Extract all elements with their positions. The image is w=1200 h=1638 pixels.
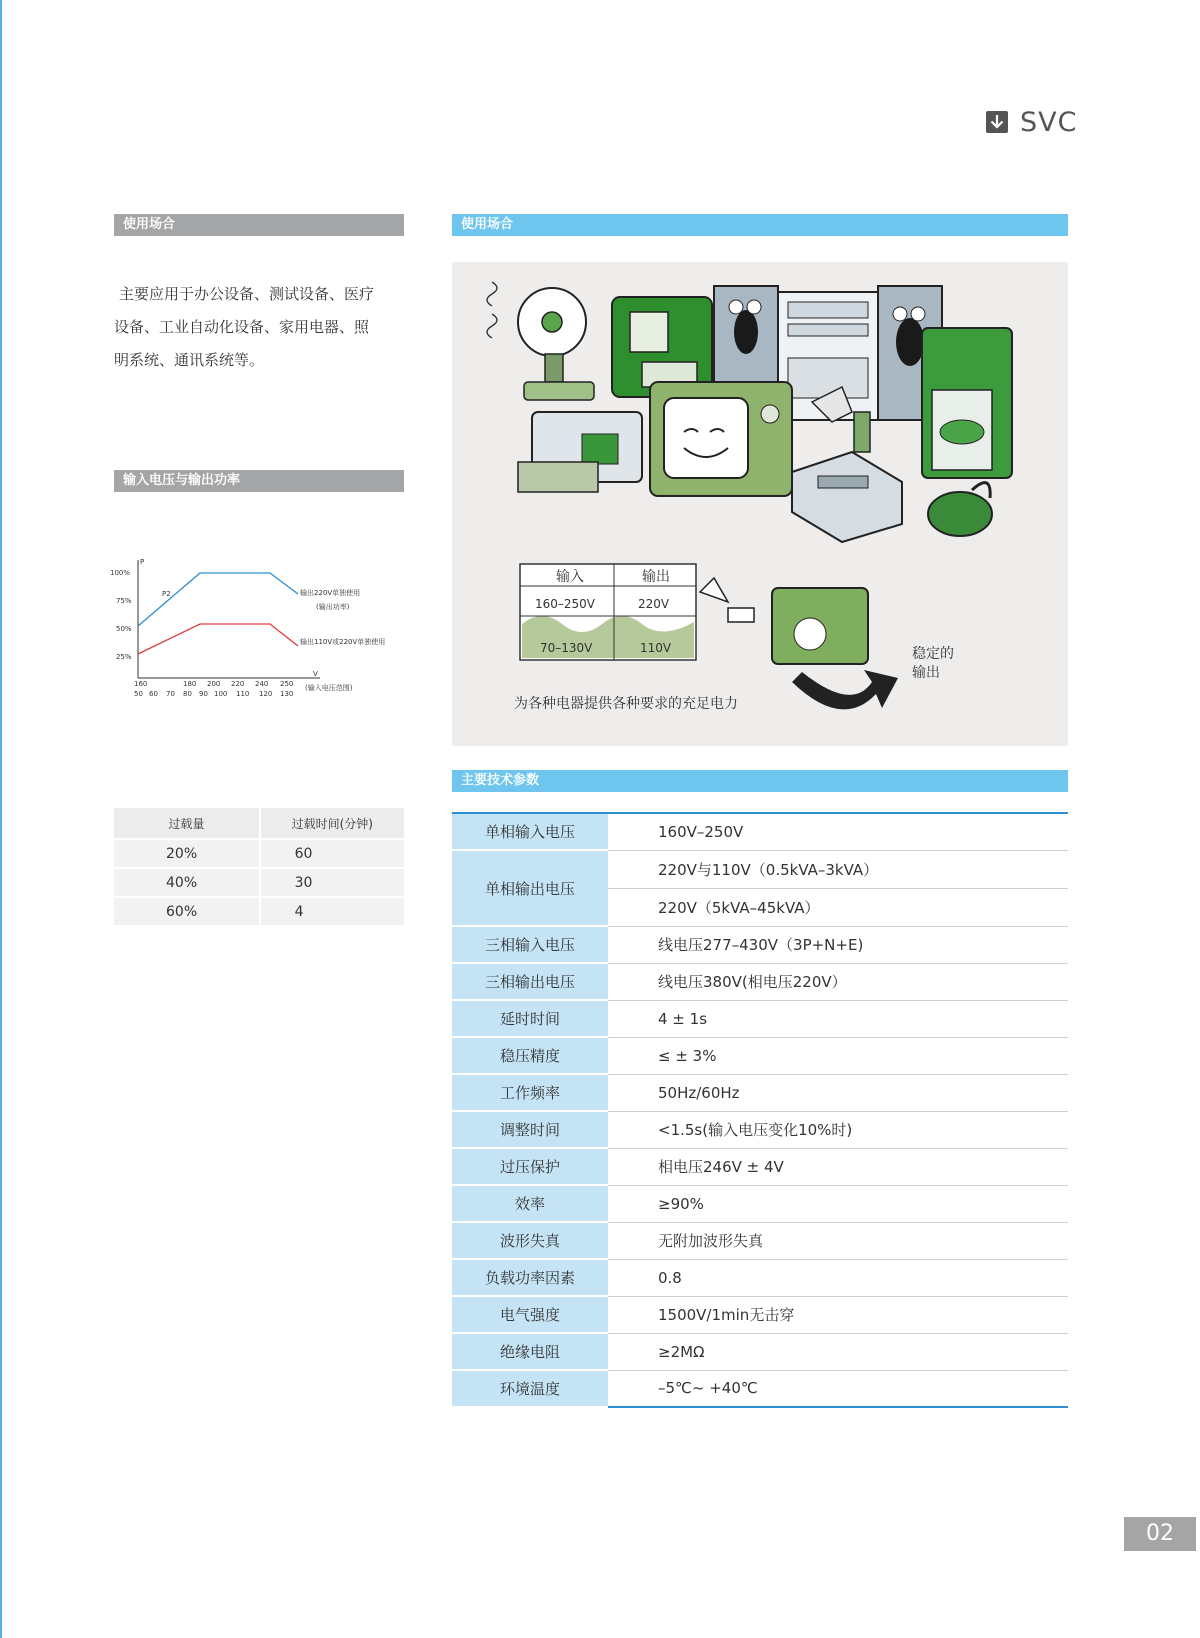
spec-key: 稳压精度	[452, 1037, 608, 1074]
output-arrow-icon	[792, 670, 898, 709]
table-row	[452, 1370, 1068, 1407]
col-input: 输入	[556, 569, 584, 585]
usage-section-title: 使用场合	[114, 214, 404, 236]
x-tick-top: 180	[183, 680, 197, 688]
table-row	[114, 897, 404, 926]
spec-value: ≥90%	[608, 1185, 1068, 1222]
table-row	[452, 963, 1068, 1000]
voltage-power-curve	[110, 556, 410, 706]
spec-key: 工作频率	[452, 1074, 608, 1111]
overload-value: 60%	[114, 897, 260, 926]
spec-value: ≥2MΩ	[608, 1333, 1068, 1370]
col-overload: 过载量	[114, 808, 260, 839]
tech-section-title: 主要技术参数	[452, 770, 1068, 792]
usage-line: 设备、工业自动化设备、家用电器、照	[114, 318, 370, 336]
fan-icon	[487, 282, 594, 400]
p-axis-label: P	[140, 558, 145, 566]
x-tick-top: 250	[280, 680, 294, 688]
y-tick-label: 50%	[116, 625, 132, 633]
spec-value: 线电压277–430V（3P+N+E)	[608, 926, 1068, 963]
overload-table	[114, 808, 404, 927]
x-tick-bottom: 70	[166, 690, 175, 698]
spec-value: 50Hz/60Hz	[608, 1074, 1068, 1111]
usage-illustration-title: 使用场合	[452, 214, 1068, 236]
output-220: 220V	[638, 597, 670, 611]
input-110-range: 70–130V	[540, 641, 593, 655]
phone-icon	[928, 483, 992, 536]
x-tick-bottom: 130	[280, 690, 294, 698]
table-row	[452, 1333, 1068, 1370]
page-number: 02	[1124, 1517, 1196, 1551]
spec-key: 绝缘电阻	[452, 1333, 608, 1370]
line2-label: 输出110V或220V单独使用	[300, 638, 386, 646]
disc-player-icon	[792, 452, 902, 542]
output-220v-line	[138, 573, 298, 626]
download-arrow-icon	[986, 111, 1008, 133]
x-tick-top: 160	[134, 680, 148, 688]
table-row	[452, 1111, 1068, 1148]
table-row	[452, 1000, 1068, 1037]
output-110: 110V	[640, 641, 672, 655]
spec-key: 环境温度	[452, 1370, 608, 1407]
table-row	[452, 1222, 1068, 1259]
brand-header	[986, 105, 1077, 139]
p2-label: P2	[162, 590, 171, 598]
table-row	[452, 1185, 1068, 1222]
spec-value: 相电压246V ± 4V	[608, 1148, 1068, 1185]
x-tick-bottom: 60	[149, 690, 158, 698]
spec-key: 单相输入电压	[452, 813, 608, 850]
spec-key: 效率	[452, 1185, 608, 1222]
stable-output-line1: 稳定的	[912, 646, 954, 662]
spec-value: –5℃~ +40℃	[608, 1370, 1068, 1407]
table-header-row	[114, 808, 404, 839]
output-110v-line	[138, 624, 298, 654]
spec-key: 电气强度	[452, 1296, 608, 1333]
illustration-caption: 为各种电器提供各种要求的充足电力	[514, 696, 738, 712]
spec-value: 无附加波形失真	[608, 1222, 1068, 1259]
x-tick-bottom: 100	[214, 690, 228, 698]
spec-key: 负载功率因素	[452, 1259, 608, 1296]
table-row	[452, 1259, 1068, 1296]
y-tick-label: 75%	[116, 597, 132, 605]
usage-line: 主要应用于办公设备、测试设备、医疗	[119, 285, 375, 303]
left-edge-rule	[0, 0, 2, 1638]
spec-value: 0.8	[608, 1259, 1068, 1296]
table-row	[452, 1037, 1068, 1074]
cash-register-icon	[518, 412, 642, 492]
overload-time: 60	[260, 839, 404, 868]
spec-key: 单相输出电压	[452, 850, 608, 926]
usage-line: 明系统、通讯系统等。	[114, 351, 265, 369]
x-tick-top: 200	[207, 680, 221, 688]
y-tick-label: 100%	[110, 569, 131, 577]
col-overload-time: 过载时间(分钟)	[260, 808, 404, 839]
usage-description	[114, 278, 414, 377]
v-axis-label: V	[313, 670, 318, 678]
overload-value: 40%	[114, 868, 260, 897]
spec-key: 过压保护	[452, 1148, 608, 1185]
x-tick-bottom: 50	[134, 690, 143, 698]
stable-output-line2: 输出	[912, 665, 940, 681]
spec-key: 延时时间	[452, 1000, 608, 1037]
overload-value: 20%	[114, 839, 260, 868]
x-tick-top: 220	[231, 680, 245, 688]
table-row	[452, 926, 1068, 963]
plug-icon	[700, 578, 754, 622]
spec-value: 4 ± 1s	[608, 1000, 1068, 1037]
spec-value: 220V（5kVA–45kVA）	[608, 888, 1068, 926]
table-row	[114, 839, 404, 868]
table-row	[452, 1074, 1068, 1111]
x-tick-bottom: 90	[199, 690, 208, 698]
table-row	[452, 1148, 1068, 1185]
y-tick-label: 25%	[116, 653, 132, 661]
table-row	[452, 1296, 1068, 1333]
stabilizer-icon	[772, 588, 868, 664]
brand-text: SVC	[1020, 106, 1078, 138]
table-row	[114, 868, 404, 897]
x-tick-bottom: 80	[183, 690, 192, 698]
spec-value: <1.5s(输入电压变化10%时)	[608, 1111, 1068, 1148]
table-row	[452, 850, 1068, 888]
spec-value: 220V与110V（0.5kVA–3kVA）	[608, 850, 1068, 888]
spec-key: 三相输出电压	[452, 963, 608, 1000]
col-output: 输出	[642, 569, 670, 585]
table-row	[452, 813, 1068, 850]
curve-section-title: 输入电压与输出功率	[114, 470, 404, 492]
spec-value: 160V–250V	[608, 813, 1068, 850]
spec-key: 波形失真	[452, 1222, 608, 1259]
overload-time: 4	[260, 897, 404, 926]
spec-value: 1500V/1min无击穿	[608, 1296, 1068, 1333]
x-tick-top: 240	[255, 680, 269, 688]
overload-time: 30	[260, 868, 404, 897]
line1-label: 输出220V单独使用	[300, 589, 361, 597]
spec-value: ≤ ± 3%	[608, 1037, 1068, 1074]
tech-spec-table	[452, 812, 1068, 1408]
input-220-range: 160–250V	[535, 597, 596, 611]
x-axis-note: (输入电压范围)	[305, 684, 353, 692]
spec-value: 线电压380V(相电压220V）	[608, 963, 1068, 1000]
tv-icon	[650, 382, 792, 496]
appliance-illustration	[452, 262, 1068, 746]
x-tick-bottom: 120	[259, 690, 273, 698]
fridge-icon	[922, 328, 1012, 478]
spec-key: 调整时间	[452, 1111, 608, 1148]
spec-key: 三相输入电压	[452, 926, 608, 963]
line1-sublabel: (输出功率)	[316, 603, 350, 611]
x-tick-bottom: 110	[236, 690, 250, 698]
